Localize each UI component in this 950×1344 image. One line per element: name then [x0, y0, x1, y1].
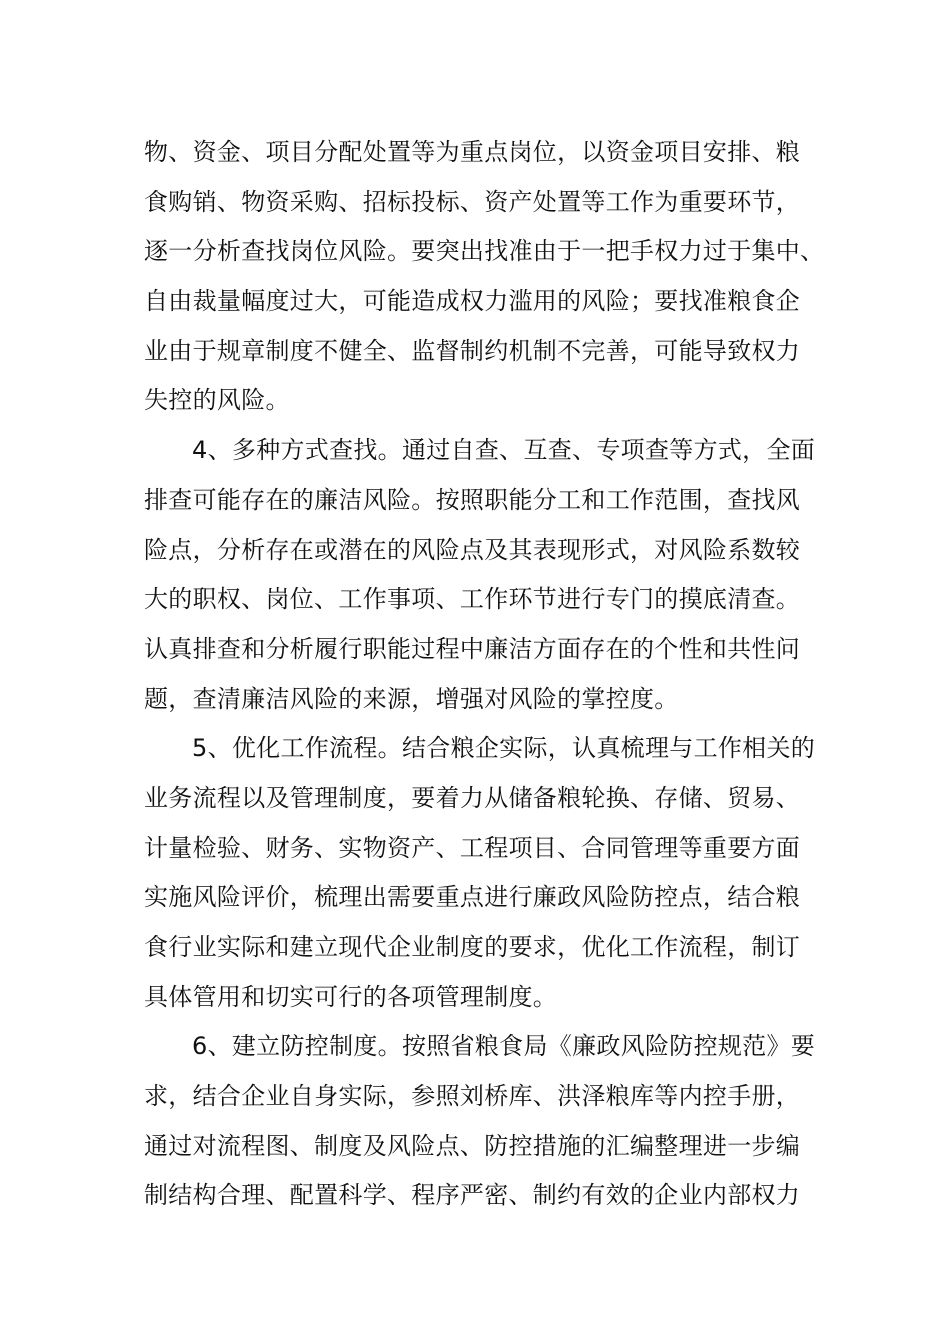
text-line: 物、资金、项目分配处置等为重点岗位，以资金项目安排、粮 — [144, 138, 801, 166]
text-line: 失控的风险。 — [144, 386, 290, 415]
text-line: 食购销、物资采购、招标投标、资产处置等工作为重要环节， — [144, 187, 801, 216]
text-line: 具体管用和切实可行的各项管理制度。 — [144, 982, 558, 1011]
text-line: 险点，分析存在或潜在的风险点及其表现形式，对风险系数较 — [144, 535, 801, 564]
text-line: 计量检验、财务、实物资产、工程项目、合同管理等重要方面 — [144, 833, 801, 862]
body-text — [144, 128, 844, 1221]
text-line: 认真排查和分析履行职能过程中廉洁方面存在的个性和共性问 — [144, 634, 801, 663]
text-line: 求，结合企业自身实际，参照刘桥库、洪泽粮库等内控手册， — [144, 1082, 801, 1111]
text-line: 大的职权、岗位、工作事项、工作环节进行专门的摸底清查。 — [144, 585, 801, 614]
text-line: 通过对流程图、制度及风险点、防控措施的汇编整理进一步编 — [144, 1131, 801, 1160]
text-line: 食行业实际和建立现代企业制度的要求，优化工作流程，制订 — [144, 933, 801, 961]
text-line: 业务流程以及管理制度，要着力从储备粮轮换、存储、贸易、 — [144, 783, 801, 812]
text-line: 题，查清廉洁风险的来源，增强对风险的掌控度。 — [144, 684, 679, 713]
paragraph-start-line: 5、优化工作流程。结合粮企实际，认真梳理与工作相关的 — [192, 734, 816, 763]
paragraph-start-line: 4、多种方式查找。通过自查、互查、专项查等方式，全面 — [192, 436, 816, 465]
text-line: 实施风险评价，梳理出需要重点进行廉政风险防控点，结合粮 — [144, 883, 801, 912]
text-line: 逐一分析查找岗位风险。要突出找准由于一把手权力过于集中、 — [144, 237, 825, 266]
text-line: 制结构合理、配置科学、程序严密、制约有效的企业内部权力 — [144, 1181, 801, 1210]
text-line: 业由于规章制度不健全、监督制约机制不完善，可能导致权力 — [144, 336, 801, 365]
paragraph-start-line: 6、建立防控制度。按照省粮食局《廉政风险防控规范》要 — [192, 1032, 816, 1061]
text-line: 排查可能存在的廉洁风险。按照职能分工和工作范围，查找风 — [144, 485, 801, 514]
text-line: 自由裁量幅度过大，可能造成权力滥用的风险；要找准粮食企 — [144, 287, 801, 316]
